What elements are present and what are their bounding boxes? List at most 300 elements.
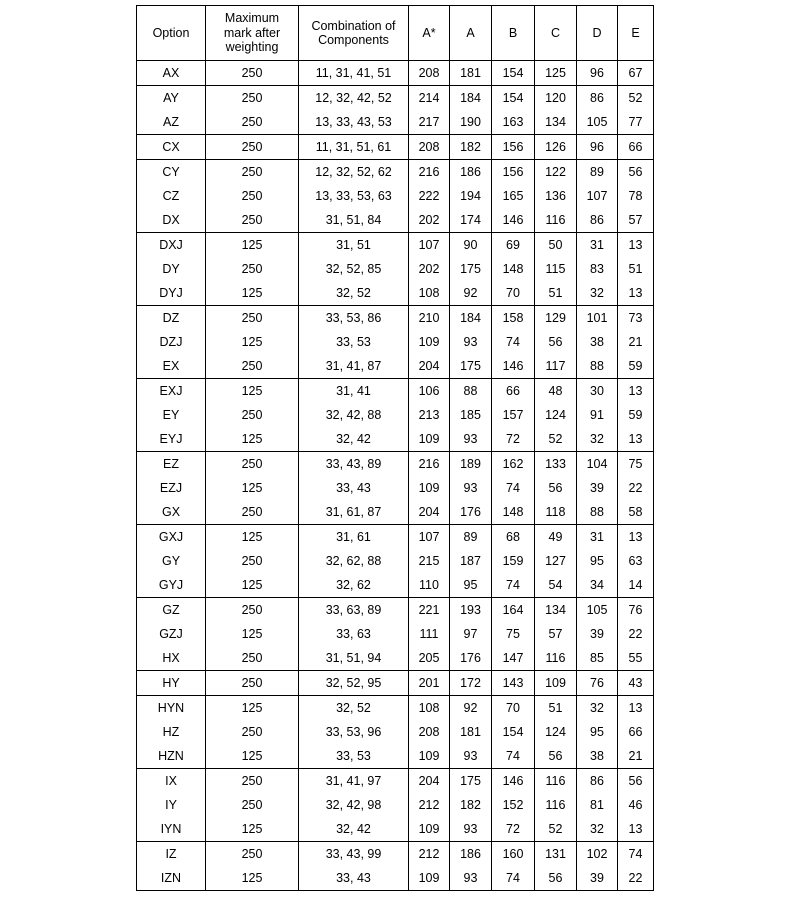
- grade-e-cell: 21: [618, 744, 654, 769]
- grade-a-star-cell: 107: [409, 233, 450, 258]
- max-mark-cell: 250: [206, 110, 299, 135]
- table-row: [137, 696, 654, 721]
- grade-a-cell: 182: [450, 135, 492, 160]
- max-mark-cell: 250: [206, 842, 299, 867]
- grade-a-star-cell: 213: [409, 403, 450, 427]
- option-cell: DXJ: [137, 233, 206, 258]
- grade-a-cell: 89: [450, 525, 492, 550]
- grade-b-cell: 74: [492, 573, 535, 598]
- grade-e-header: E: [618, 6, 654, 61]
- combination-cell: 33, 53, 86: [299, 306, 409, 331]
- grade-a-cell: 92: [450, 696, 492, 721]
- grade-a-star-cell: 107: [409, 525, 450, 550]
- grade-a-star-cell: 204: [409, 354, 450, 379]
- grade-c-cell: 125: [535, 61, 577, 86]
- option-cell: EX: [137, 354, 206, 379]
- grade-a-star-cell: 214: [409, 86, 450, 111]
- grade-e-cell: 22: [618, 866, 654, 891]
- grade-b-cell: 66: [492, 379, 535, 404]
- grade-b-cell: 165: [492, 184, 535, 208]
- table-row: [137, 86, 654, 111]
- grade-d-cell: 96: [577, 61, 618, 86]
- max-mark-cell: 125: [206, 622, 299, 646]
- grade-a-cell: 175: [450, 354, 492, 379]
- grade-d-cell: 39: [577, 476, 618, 500]
- grade-c-cell: 57: [535, 622, 577, 646]
- grade-e-cell: 76: [618, 598, 654, 623]
- grade-c-cell: 124: [535, 720, 577, 744]
- grade-a-cell: 187: [450, 549, 492, 573]
- grade-b-cell: 146: [492, 208, 535, 233]
- combination-cell: 31, 51, 84: [299, 208, 409, 233]
- table-row: [137, 744, 654, 769]
- max-mark-cell: 250: [206, 671, 299, 696]
- combination-cell: 32, 42, 98: [299, 793, 409, 817]
- table-row: [137, 135, 654, 160]
- max-mark-cell: 250: [206, 452, 299, 477]
- grade-a-cell: 182: [450, 793, 492, 817]
- table-row: [137, 671, 654, 696]
- grade-a-star-cell: 109: [409, 476, 450, 500]
- grade-e-cell: 13: [618, 379, 654, 404]
- grade-c-cell: 54: [535, 573, 577, 598]
- table-row: [137, 184, 654, 208]
- combination-cell: 33, 53, 96: [299, 720, 409, 744]
- table-row: [137, 330, 654, 354]
- grade-a-cell: 186: [450, 842, 492, 867]
- table-row: [137, 354, 654, 379]
- grade-b-cell: 164: [492, 598, 535, 623]
- grade-d-cell: 31: [577, 525, 618, 550]
- header-row: [137, 6, 654, 61]
- option-cell: DY: [137, 257, 206, 281]
- table-row: [137, 427, 654, 452]
- grade-b-cell: 146: [492, 769, 535, 794]
- table-row: [137, 403, 654, 427]
- combination-cell: 33, 43, 89: [299, 452, 409, 477]
- option-cell: AY: [137, 86, 206, 111]
- max-mark-cell: 125: [206, 696, 299, 721]
- grade-e-cell: 13: [618, 281, 654, 306]
- grade-a-cell: 181: [450, 61, 492, 86]
- grade-b-cell: 74: [492, 744, 535, 769]
- grade-d-cell: 83: [577, 257, 618, 281]
- grade-c-cell: 56: [535, 330, 577, 354]
- grade-d-cell: 32: [577, 696, 618, 721]
- grade-d-cell: 102: [577, 842, 618, 867]
- grade-b-cell: 146: [492, 354, 535, 379]
- grade-b-cell: 148: [492, 500, 535, 525]
- option-cell: EYJ: [137, 427, 206, 452]
- grade-a-star-cell: 212: [409, 793, 450, 817]
- grade-a-cell: 95: [450, 573, 492, 598]
- grade-c-cell: 116: [535, 793, 577, 817]
- grade-e-cell: 78: [618, 184, 654, 208]
- grade-a-cell: 93: [450, 476, 492, 500]
- grade-b-cell: 157: [492, 403, 535, 427]
- combination-cell: 31, 51: [299, 233, 409, 258]
- grade-b-cell: 74: [492, 476, 535, 500]
- grade-a-star-cell: 108: [409, 281, 450, 306]
- table-row: [137, 61, 654, 86]
- grade-d-header: D: [577, 6, 618, 61]
- combination-cell: 31, 61: [299, 525, 409, 550]
- grade-a-star-cell: 109: [409, 817, 450, 842]
- grade-e-cell: 52: [618, 86, 654, 111]
- grade-c-cell: 52: [535, 427, 577, 452]
- grade-d-cell: 96: [577, 135, 618, 160]
- grade-c-cell: 133: [535, 452, 577, 477]
- grade-a-cell: 190: [450, 110, 492, 135]
- grade-b-cell: 147: [492, 646, 535, 671]
- option-cell: IY: [137, 793, 206, 817]
- grade-a-star-cell: 216: [409, 452, 450, 477]
- combination-cell: 12, 32, 42, 52: [299, 86, 409, 111]
- grade-b-cell: 154: [492, 61, 535, 86]
- grade-a-star-cell: 216: [409, 160, 450, 185]
- grade-b-cell: 156: [492, 160, 535, 185]
- combination-cell: 33, 43: [299, 866, 409, 891]
- grade-c-cell: 116: [535, 769, 577, 794]
- grade-a-star-cell: 109: [409, 744, 450, 769]
- grade-c-cell: 51: [535, 281, 577, 306]
- grade-a-cell: 93: [450, 427, 492, 452]
- max-mark-cell: 250: [206, 160, 299, 185]
- combination-cell: 32, 42: [299, 427, 409, 452]
- max-mark-cell: 250: [206, 257, 299, 281]
- grade-a-star-cell: 212: [409, 842, 450, 867]
- grade-e-cell: 13: [618, 233, 654, 258]
- option-cell: HX: [137, 646, 206, 671]
- grade-a-star-cell: 111: [409, 622, 450, 646]
- grade-a-star-cell: 202: [409, 257, 450, 281]
- grade-e-cell: 51: [618, 257, 654, 281]
- grade-b-cell: 72: [492, 817, 535, 842]
- option-cell: DZJ: [137, 330, 206, 354]
- grade-b-cell: 158: [492, 306, 535, 331]
- grade-b-cell: 70: [492, 696, 535, 721]
- grade-a-star-cell: 208: [409, 135, 450, 160]
- option-cell: HYN: [137, 696, 206, 721]
- option-cell: CX: [137, 135, 206, 160]
- max-mark-cell: 250: [206, 549, 299, 573]
- max-mark-cell: 250: [206, 769, 299, 794]
- grade-a-cell: 176: [450, 646, 492, 671]
- grade-a-star-cell: 208: [409, 61, 450, 86]
- grade-a-cell: 185: [450, 403, 492, 427]
- grade-c-cell: 49: [535, 525, 577, 550]
- grade-c-cell: 52: [535, 817, 577, 842]
- grade-a-cell: 181: [450, 720, 492, 744]
- combination-cell: 33, 63: [299, 622, 409, 646]
- max-mark-cell: 250: [206, 646, 299, 671]
- combination-cell: 31, 61, 87: [299, 500, 409, 525]
- table-row: [137, 160, 654, 185]
- grade-c-cell: 127: [535, 549, 577, 573]
- option-column-header: Option: [137, 6, 206, 61]
- grade-e-cell: 56: [618, 769, 654, 794]
- option-cell: AX: [137, 61, 206, 86]
- combination-cell: 32, 52: [299, 281, 409, 306]
- table-row: [137, 769, 654, 794]
- grade-b-cell: 162: [492, 452, 535, 477]
- grade-a-star-cell: 106: [409, 379, 450, 404]
- grade-d-cell: 85: [577, 646, 618, 671]
- table-row: [137, 573, 654, 598]
- grade-c-cell: 116: [535, 646, 577, 671]
- grade-e-cell: 13: [618, 817, 654, 842]
- grade-a-cell: 93: [450, 330, 492, 354]
- grade-a-star-cell: 204: [409, 500, 450, 525]
- option-cell: DZ: [137, 306, 206, 331]
- table-row: [137, 793, 654, 817]
- grade-a-cell: 189: [450, 452, 492, 477]
- option-cell: GZ: [137, 598, 206, 623]
- grade-d-cell: 38: [577, 330, 618, 354]
- max-mark-cell: 250: [206, 500, 299, 525]
- grade-d-cell: 95: [577, 720, 618, 744]
- grade-e-cell: 55: [618, 646, 654, 671]
- grade-d-cell: 105: [577, 598, 618, 623]
- table-row: [137, 646, 654, 671]
- grade-e-cell: 57: [618, 208, 654, 233]
- grade-c-cell: 50: [535, 233, 577, 258]
- grade-d-cell: 32: [577, 281, 618, 306]
- grade-d-cell: 104: [577, 452, 618, 477]
- grade-a-cell: 172: [450, 671, 492, 696]
- grade-e-cell: 22: [618, 622, 654, 646]
- combination-cell: 31, 41, 97: [299, 769, 409, 794]
- grade-c-cell: 56: [535, 744, 577, 769]
- grade-a-cell: 92: [450, 281, 492, 306]
- combination-header-text: Combination of Components: [311, 18, 396, 47]
- grade-c-cell: 134: [535, 598, 577, 623]
- grade-c-cell: 56: [535, 866, 577, 891]
- grade-d-cell: 89: [577, 160, 618, 185]
- grade-b-cell: 70: [492, 281, 535, 306]
- max-mark-cell: 125: [206, 744, 299, 769]
- grade-e-cell: 66: [618, 720, 654, 744]
- table-row: [137, 817, 654, 842]
- option-cell: GY: [137, 549, 206, 573]
- combination-cell: 32, 42, 88: [299, 403, 409, 427]
- grade-c-cell: 115: [535, 257, 577, 281]
- option-cell: CZ: [137, 184, 206, 208]
- grade-c-cell: 116: [535, 208, 577, 233]
- table-row: [137, 379, 654, 404]
- grade-a-cell: 194: [450, 184, 492, 208]
- grade-a-star-cell: 110: [409, 573, 450, 598]
- combination-cell: 33, 53: [299, 330, 409, 354]
- combination-cell: 11, 31, 51, 61: [299, 135, 409, 160]
- grade-b-cell: 156: [492, 135, 535, 160]
- max-mark-cell: 250: [206, 184, 299, 208]
- grade-d-cell: 101: [577, 306, 618, 331]
- grade-b-cell: 74: [492, 866, 535, 891]
- grade-b-cell: 143: [492, 671, 535, 696]
- grade-a-cell: 186: [450, 160, 492, 185]
- combination-cell: 32, 52: [299, 696, 409, 721]
- grade-c-cell: 117: [535, 354, 577, 379]
- grade-a-cell: 97: [450, 622, 492, 646]
- table-row: [137, 110, 654, 135]
- option-cell: DX: [137, 208, 206, 233]
- grade-a-cell: 93: [450, 866, 492, 891]
- grade-e-cell: 43: [618, 671, 654, 696]
- grade-b-cell: 148: [492, 257, 535, 281]
- grade-a-star-cell: 215: [409, 549, 450, 573]
- max-mark-cell: 125: [206, 427, 299, 452]
- grade-e-cell: 46: [618, 793, 654, 817]
- max-mark-cell: 250: [206, 720, 299, 744]
- grade-c-cell: 56: [535, 476, 577, 500]
- grade-e-cell: 13: [618, 696, 654, 721]
- grade-e-cell: 67: [618, 61, 654, 86]
- grade-c-cell: 124: [535, 403, 577, 427]
- grade-e-cell: 73: [618, 306, 654, 331]
- option-cell: IZN: [137, 866, 206, 891]
- grade-d-cell: 107: [577, 184, 618, 208]
- grade-a-star-cell: 109: [409, 866, 450, 891]
- max-mark-cell: 250: [206, 403, 299, 427]
- grade-c-cell: 136: [535, 184, 577, 208]
- grade-c-cell: 131: [535, 842, 577, 867]
- grade-e-cell: 13: [618, 525, 654, 550]
- grade-c-cell: 122: [535, 160, 577, 185]
- option-cell: DYJ: [137, 281, 206, 306]
- grade-c-cell: 129: [535, 306, 577, 331]
- option-cell: IX: [137, 769, 206, 794]
- option-cell: EXJ: [137, 379, 206, 404]
- grade-e-cell: 14: [618, 573, 654, 598]
- grade-d-cell: 95: [577, 549, 618, 573]
- combination-column-header: [299, 6, 409, 61]
- grade-e-cell: 74: [618, 842, 654, 867]
- grade-a-star-cell: 208: [409, 720, 450, 744]
- max-mark-cell: 250: [206, 306, 299, 331]
- grade-a-star-cell: 222: [409, 184, 450, 208]
- grade-c-cell: 109: [535, 671, 577, 696]
- option-cell: CY: [137, 160, 206, 185]
- grade-c-header: C: [535, 6, 577, 61]
- max-mark-cell: 250: [206, 354, 299, 379]
- grade-d-cell: 86: [577, 208, 618, 233]
- max-mark-cell: 250: [206, 793, 299, 817]
- table-row: [137, 842, 654, 867]
- grade-a-star-cell: 108: [409, 696, 450, 721]
- grade-b-cell: 69: [492, 233, 535, 258]
- table-row: [137, 257, 654, 281]
- grade-a-star-header: A*: [409, 6, 450, 61]
- grade-b-cell: 75: [492, 622, 535, 646]
- grade-e-cell: 63: [618, 549, 654, 573]
- grade-b-cell: 68: [492, 525, 535, 550]
- grade-e-cell: 75: [618, 452, 654, 477]
- grade-c-cell: 118: [535, 500, 577, 525]
- max-mark-cell: 125: [206, 330, 299, 354]
- option-cell: HZ: [137, 720, 206, 744]
- grade-d-cell: 39: [577, 866, 618, 891]
- grade-a-star-cell: 109: [409, 427, 450, 452]
- grade-a-cell: 90: [450, 233, 492, 258]
- grade-a-star-cell: 210: [409, 306, 450, 331]
- grade-a-star-cell: 221: [409, 598, 450, 623]
- grade-a-star-cell: 201: [409, 671, 450, 696]
- option-cell: IZ: [137, 842, 206, 867]
- max-mark-column-header: [206, 6, 299, 61]
- grade-a-cell: 193: [450, 598, 492, 623]
- grade-b-cell: 154: [492, 720, 535, 744]
- max-mark-cell: 125: [206, 233, 299, 258]
- table-row: [137, 622, 654, 646]
- grade-a-star-cell: 217: [409, 110, 450, 135]
- grade-b-cell: 152: [492, 793, 535, 817]
- combination-cell: 13, 33, 43, 53: [299, 110, 409, 135]
- grade-a-cell: 184: [450, 306, 492, 331]
- grade-a-cell: 93: [450, 744, 492, 769]
- max-mark-cell: 125: [206, 379, 299, 404]
- grade-d-cell: 88: [577, 500, 618, 525]
- grade-d-cell: 39: [577, 622, 618, 646]
- grade-e-cell: 59: [618, 354, 654, 379]
- grade-e-cell: 13: [618, 427, 654, 452]
- combination-cell: 32, 62: [299, 573, 409, 598]
- max-mark-cell: 125: [206, 281, 299, 306]
- table-row: [137, 549, 654, 573]
- combination-cell: 33, 43, 99: [299, 842, 409, 867]
- grade-d-cell: 91: [577, 403, 618, 427]
- grade-d-cell: 32: [577, 817, 618, 842]
- grade-c-cell: 48: [535, 379, 577, 404]
- grade-a-star-cell: 202: [409, 208, 450, 233]
- grade-b-cell: 163: [492, 110, 535, 135]
- table-row: [137, 525, 654, 550]
- table-row: [137, 866, 654, 891]
- grade-c-cell: 120: [535, 86, 577, 111]
- max-mark-cell: 250: [206, 86, 299, 111]
- max-mark-cell: 250: [206, 61, 299, 86]
- grade-d-cell: 105: [577, 110, 618, 135]
- table-row: [137, 208, 654, 233]
- combination-cell: 32, 62, 88: [299, 549, 409, 573]
- max-mark-cell: 125: [206, 525, 299, 550]
- grade-c-cell: 51: [535, 696, 577, 721]
- combination-cell: 31, 41, 87: [299, 354, 409, 379]
- max-mark-header-text: Maximum mark after weighting: [223, 11, 281, 55]
- grade-d-cell: 76: [577, 671, 618, 696]
- grade-e-cell: 22: [618, 476, 654, 500]
- grade-a-cell: 93: [450, 817, 492, 842]
- grade-e-cell: 56: [618, 160, 654, 185]
- max-mark-cell: 125: [206, 476, 299, 500]
- grade-c-cell: 134: [535, 110, 577, 135]
- grade-d-cell: 31: [577, 233, 618, 258]
- max-mark-cell: 250: [206, 598, 299, 623]
- option-cell: EY: [137, 403, 206, 427]
- max-mark-cell: 250: [206, 208, 299, 233]
- grade-b-cell: 72: [492, 427, 535, 452]
- combination-cell: 32, 52, 95: [299, 671, 409, 696]
- max-mark-cell: 125: [206, 817, 299, 842]
- combination-cell: 33, 43: [299, 476, 409, 500]
- grade-d-cell: 86: [577, 86, 618, 111]
- grade-e-cell: 66: [618, 135, 654, 160]
- grade-d-cell: 34: [577, 573, 618, 598]
- grade-a-cell: 175: [450, 257, 492, 281]
- max-mark-cell: 250: [206, 135, 299, 160]
- option-cell: GYJ: [137, 573, 206, 598]
- grade-d-cell: 32: [577, 427, 618, 452]
